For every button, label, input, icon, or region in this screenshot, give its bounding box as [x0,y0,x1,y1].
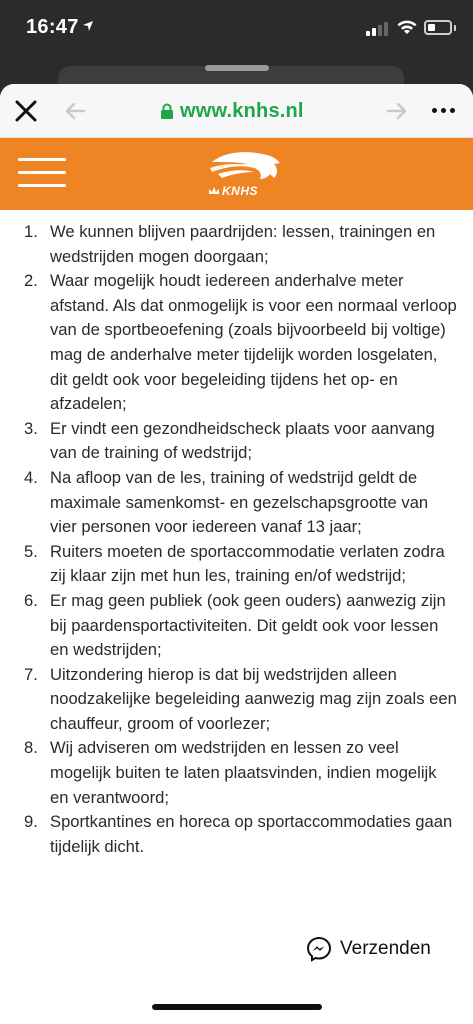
forward-arrow-icon[interactable] [386,100,408,122]
crown-icon [208,186,220,196]
sheet-grab-handle[interactable] [205,65,269,71]
brand-name: KNHS [222,184,259,198]
url-text: www.knhs.nl [180,99,304,122]
messenger-icon [306,936,332,962]
list-item: 4. Na afloop van de les, training of wedstrijd geldt de maximale samenkomst- en gezelschapsgrootte van vier personen voor iedereen vanaf 13 jaar; [24,467,429,537]
list-item: 7. Uitzondering hierop is dat bij wedstrijden alleen noodzakelijke begeleiding aanwezig mag zijn zoals een chauffeur, groom of voorlezer; [24,664,457,733]
list-item: 2. Waar mogelijk houdt iedereen anderhalve meter afstand. Als dat onmogelijk is voor een normaal verloop van de sportbeoefening (zoals bijvoorbeeld bij voltige) mag de anderhalve meter tijdelijk worden losgelaten, dit geldt ook voor begeleiding tijdens het op- en afzadelen; [24,271,457,414]
list-item: 3. Er vindt een gezondheidscheck plaats voor aanvang van de training of wedstrijd; [24,418,435,463]
wifi-icon [396,19,418,35]
browser-sheet [0,84,473,1024]
list-item: 1. We kunnen blijven paardrijden: lessen, trainingen en wedstrijden mogen doorgaan; [24,222,436,266]
measures-list [0,220,473,859]
list-item: 9. Sportkantines en horeca op sportaccommodaties gaan tijdelijk dicht. [24,812,453,856]
back-arrow-icon[interactable] [64,100,86,122]
battery-tip [454,25,456,31]
browser-toolbar [0,84,473,138]
cellular-signal-icon [366,22,388,36]
list-item: 6. Er mag geen publiek (ook geen ouders) aanwezig zijn bij paardensportactiviteiten. Dit geldt ook voor lessen en wedstrijden; [24,590,446,660]
send-button[interactable] [306,936,431,962]
hamburger-menu-icon[interactable] [18,158,66,190]
lock-icon [160,103,174,120]
close-icon[interactable] [14,99,38,123]
send-label: Verzenden [340,938,431,959]
list-item: 8. Wij adviseren om wedstrijden en lessen zo veel mogelijk buiten te laten plaatsvinden, indien mogelijk en verantwoord; [24,738,437,807]
status-time: 16:47 [26,16,79,38]
article-content [0,220,473,859]
address-bar[interactable] [160,98,304,124]
list-item: 5. Ruiters moeten de sportaccommodatie verlaten zodra zij klaar zijn met hun les, training en/of wedstrijd; [24,541,445,586]
site-header [0,138,473,210]
status-bar [0,0,473,56]
home-indicator[interactable] [152,1004,322,1010]
location-arrow-icon [82,20,94,32]
more-icon[interactable] [432,108,455,113]
battery-icon [424,20,452,35]
